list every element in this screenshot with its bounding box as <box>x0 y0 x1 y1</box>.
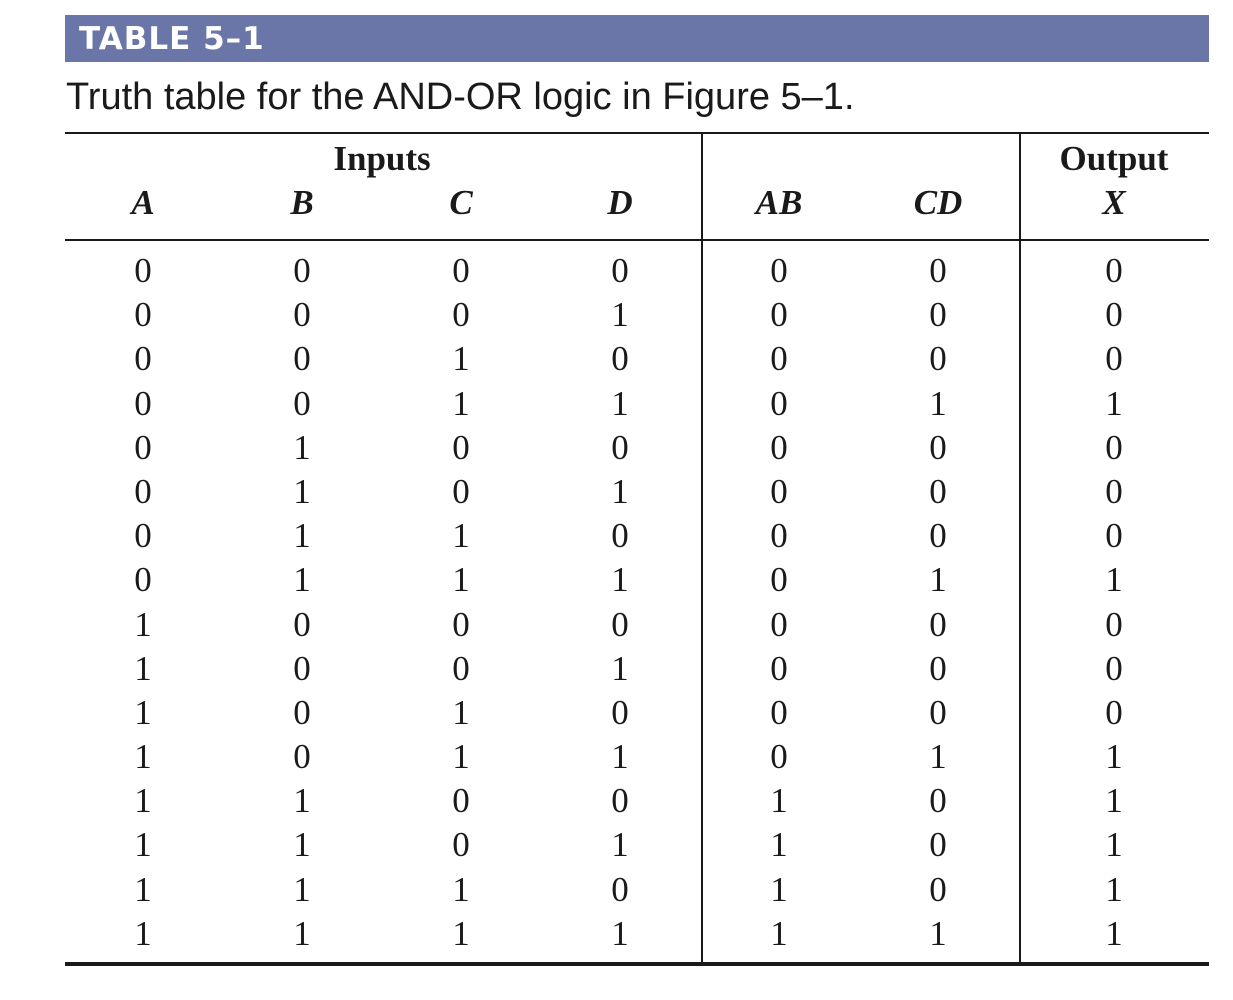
table-cell: 0 <box>1105 692 1123 732</box>
table-cell: 0 <box>770 648 788 688</box>
table-cell: 0 <box>929 781 947 821</box>
table-cell: 1 <box>134 913 152 953</box>
table-cell: 0 <box>770 604 788 644</box>
table-row <box>0 912 1233 956</box>
table-cell: 0 <box>1105 471 1123 511</box>
table-cell: 0 <box>770 427 788 467</box>
table-bottom-rule <box>65 962 1209 966</box>
table-cell: 0 <box>452 251 470 290</box>
table-cell: 0 <box>293 339 311 379</box>
table-row <box>0 470 1233 514</box>
table-cell: 1 <box>611 471 629 511</box>
table-cell: 1 <box>134 781 152 821</box>
table-cell: 0 <box>770 295 788 335</box>
table-row <box>0 426 1233 470</box>
table-number-banner <box>65 15 1209 62</box>
table-cell: 0 <box>134 339 152 379</box>
table-cell: 0 <box>134 251 152 290</box>
table-cell: 0 <box>134 516 152 556</box>
table-cell: 1 <box>452 869 470 909</box>
table-cell: 0 <box>134 427 152 467</box>
table-cell: 1 <box>929 737 947 777</box>
table-cell: 1 <box>770 869 788 909</box>
table-cell: 1 <box>770 781 788 821</box>
table-top-rule <box>65 132 1209 134</box>
table-cell: 0 <box>611 604 629 644</box>
table-row <box>0 293 1233 337</box>
table-number-label: TABLE 5–1 <box>79 21 265 57</box>
table-cell: 0 <box>929 869 947 909</box>
table-cell: 0 <box>611 251 629 290</box>
table-cell: 0 <box>1105 339 1123 379</box>
table-cell: 0 <box>770 471 788 511</box>
table-row <box>0 868 1233 912</box>
table-cell: 1 <box>293 913 311 953</box>
table-cell: 1 <box>293 471 311 511</box>
table-cell: 0 <box>452 781 470 821</box>
table-cell: 0 <box>611 781 629 821</box>
table-cell: 1 <box>293 516 311 556</box>
table-row <box>0 735 1233 779</box>
table-cell: 1 <box>770 825 788 865</box>
table-cell: 0 <box>611 869 629 909</box>
table-cell: 1 <box>1105 781 1123 821</box>
table-cell: 0 <box>929 251 947 290</box>
table-body <box>0 249 1233 956</box>
table-cell: 1 <box>134 825 152 865</box>
table-cell: 1 <box>770 913 788 953</box>
table-cell: 0 <box>929 692 947 732</box>
table-cell: 0 <box>452 825 470 865</box>
table-cell: 1 <box>611 295 629 335</box>
table-cell: 1 <box>1105 737 1123 777</box>
table-cell: 0 <box>929 471 947 511</box>
table-cell: 0 <box>134 295 152 335</box>
table-cell: 1 <box>293 869 311 909</box>
table-cell: 0 <box>134 560 152 600</box>
column-header-d: D <box>607 183 633 222</box>
table-cell: 0 <box>611 516 629 556</box>
table-cell: 1 <box>1105 383 1123 423</box>
table-cell: 0 <box>293 295 311 335</box>
table-cell: 0 <box>134 471 152 511</box>
table-cell: 0 <box>1105 648 1123 688</box>
table-cell: 1 <box>929 383 947 423</box>
table-cell: 0 <box>1105 604 1123 644</box>
table-cell: 0 <box>293 648 311 688</box>
table-cell: 1 <box>452 339 470 379</box>
table-cell: 1 <box>134 737 152 777</box>
table-cell: 1 <box>929 913 947 953</box>
table-cell: 1 <box>611 560 629 600</box>
table-row <box>0 337 1233 381</box>
table-row <box>0 779 1233 823</box>
table-cell: 1 <box>452 516 470 556</box>
table-caption: Truth table for the AND-OR logic in Figure 5–1. <box>66 76 855 118</box>
table-cell: 0 <box>293 383 311 423</box>
table-cell: 0 <box>611 692 629 732</box>
table-cell: 1 <box>1105 869 1123 909</box>
table-cell: 1 <box>452 913 470 953</box>
inputs-group-header: Inputs <box>333 139 431 178</box>
table-cell: 0 <box>293 251 311 290</box>
table-cell: 1 <box>611 737 629 777</box>
table-cell: 1 <box>452 737 470 777</box>
table-cell: 0 <box>929 295 947 335</box>
table-cell: 0 <box>929 427 947 467</box>
column-header-ab: AB <box>755 183 803 222</box>
table-row <box>0 558 1233 602</box>
table-header-rule <box>65 239 1209 241</box>
table-cell: 1 <box>1105 825 1123 865</box>
table-cell: 0 <box>770 251 788 290</box>
table-cell: 0 <box>293 737 311 777</box>
table-cell: 1 <box>293 560 311 600</box>
table-cell: 1 <box>293 825 311 865</box>
table-cell: 0 <box>770 516 788 556</box>
table-row <box>0 691 1233 735</box>
table-cell: 0 <box>611 427 629 467</box>
table-cell: 0 <box>452 295 470 335</box>
table-cell: 0 <box>770 560 788 600</box>
table-cell: 0 <box>770 383 788 423</box>
table-cell: 0 <box>770 339 788 379</box>
table-cell: 0 <box>1105 295 1123 335</box>
table-cell: 1 <box>134 648 152 688</box>
table-cell: 0 <box>929 604 947 644</box>
table-cell: 1 <box>1105 560 1123 600</box>
output-group-header: Output <box>1059 139 1169 178</box>
table-cell: 1 <box>1105 913 1123 953</box>
table-cell: 1 <box>611 648 629 688</box>
column-header-cd: CD <box>913 183 963 222</box>
table-row <box>0 514 1233 558</box>
table-cell: 0 <box>293 692 311 732</box>
column-header-c: C <box>449 183 473 222</box>
table-cell: 1 <box>134 692 152 732</box>
table-cell: 1 <box>293 781 311 821</box>
table-cell: 0 <box>1105 516 1123 556</box>
table-cell: 1 <box>134 869 152 909</box>
table-row <box>0 823 1233 867</box>
table-cell: 1 <box>452 692 470 732</box>
table-cell: 1 <box>452 560 470 600</box>
column-header-x: X <box>1102 183 1126 222</box>
table-row <box>0 382 1233 426</box>
table-cell: 0 <box>929 825 947 865</box>
column-header-b: B <box>290 183 314 222</box>
table-cell: 0 <box>452 471 470 511</box>
table-cell: 0 <box>929 516 947 556</box>
table-cell: 1 <box>611 913 629 953</box>
table-cell: 0 <box>293 604 311 644</box>
table-cell: 0 <box>452 648 470 688</box>
table-cell: 1 <box>611 825 629 865</box>
table-cell: 0 <box>770 692 788 732</box>
table-cell: 0 <box>770 737 788 777</box>
table-cell: 1 <box>452 383 470 423</box>
table-cell: 1 <box>293 427 311 467</box>
table-cell: 1 <box>611 383 629 423</box>
table-cell: 0 <box>929 648 947 688</box>
table-row <box>0 603 1233 647</box>
table-cell: 0 <box>452 604 470 644</box>
table-cell: 0 <box>452 427 470 467</box>
table-cell: 0 <box>1105 427 1123 467</box>
table-cell: 0 <box>134 383 152 423</box>
table-row <box>0 647 1233 691</box>
table-row <box>0 249 1233 293</box>
table-cell: 0 <box>929 339 947 379</box>
column-header-a: A <box>131 183 155 222</box>
table-cell: 0 <box>1105 251 1123 290</box>
table-cell: 1 <box>929 560 947 600</box>
table-cell: 1 <box>134 604 152 644</box>
table-cell: 0 <box>611 339 629 379</box>
